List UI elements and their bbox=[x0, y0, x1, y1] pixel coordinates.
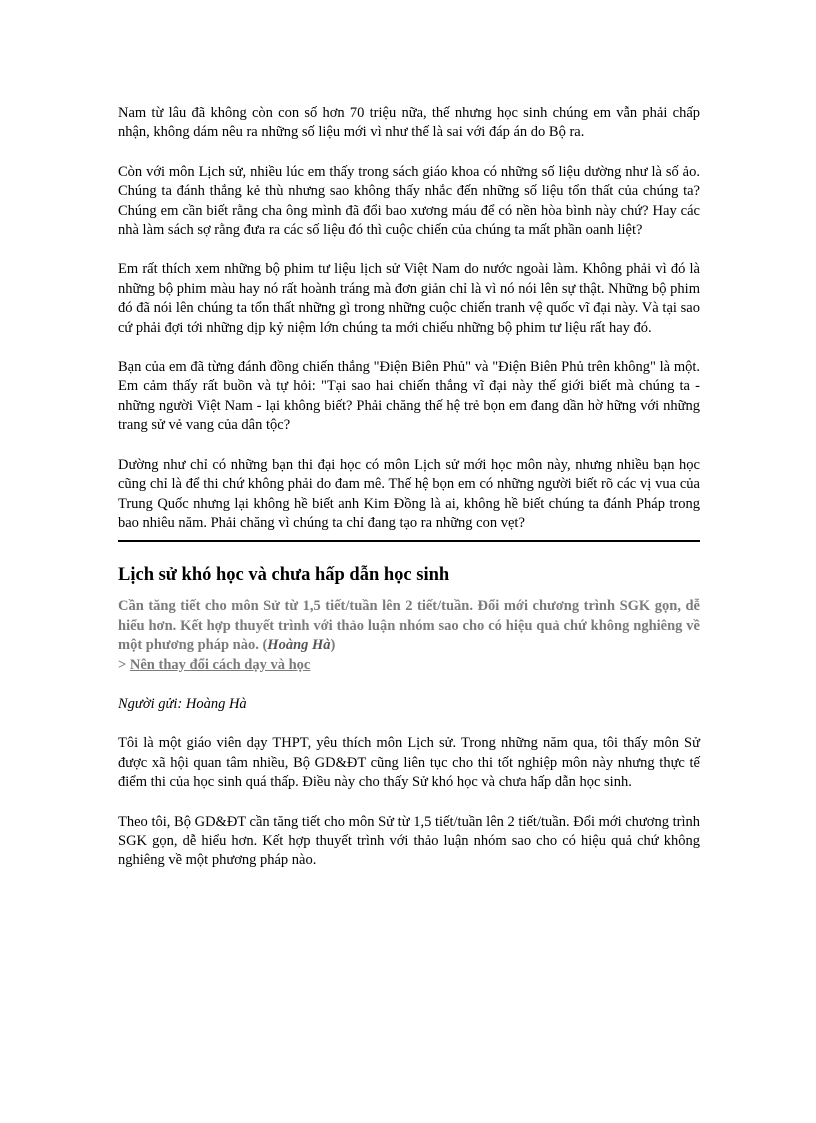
article-title: Lịch sử khó học và chưa hấp dẫn học sinh bbox=[118, 565, 450, 586]
lead-author: Hoàng Hà bbox=[267, 637, 331, 654]
link-prefix: > bbox=[118, 656, 130, 673]
article-body-1: Tôi là một giáo viên dạy THPT, yêu thích môn Lịch sử. Trong những năm qua, tôi thấy môn Sử được xã hội quan tâm nhiều, Bộ GD&ĐT cũng liên tục cho thi tốt nghiệp môn này nhưng thực tế điểm thi của học sinh quá thấp. Điều này cho thấy Sử khó học và chưa hấp dẫn học sinh. bbox=[118, 735, 700, 791]
paragraph-4: Bạn của em đã từng đánh đồng chiến thắng "Điện Biên Phủ" và "Điện Biên Phủ trên không" là một. Em cảm thấy rất buồn và tự hỏi: "Tại sao hai chiến thắng vĩ đại này thế giới biết mà chúng ta - những người Việt Nam - lại không biết? Phải chăng thế hệ trẻ bọn em đang dần hờ hững với những trang sử vẻ vang của dân tộc? bbox=[118, 359, 700, 434]
article-lead bbox=[118, 597, 700, 655]
lead-text: Cần tăng tiết cho môn Sử từ 1,5 tiết/tuần lên 2 tiết/tuần. Đổi mới chương trình SGK gọn, dễ hiểu hơn. Kết hợp thuyết trình với thảo luận nhóm sao cho có hiệu quả chứ không nghiêng về một phương pháp nào. ( bbox=[118, 598, 700, 654]
article-body-2: Theo tôi, Bộ GD&ĐT cần tăng tiết cho môn Sử từ 1,5 tiết/tuần lên 2 tiết/tuần. Đổi mới chương trình SGK gọn, dễ hiểu hơn. Kết hợp thuyết trình với thảo luận nhóm sao cho có hiệu quả chứ không nghiêng về một phương pháp nào. bbox=[118, 813, 700, 869]
related-link-line bbox=[118, 656, 700, 675]
sender-line: Người gửi: Hoàng Hà bbox=[118, 695, 247, 712]
lead-close: ) bbox=[330, 637, 336, 654]
related-article-link[interactable]: Nên thay đổi cách dạy và học bbox=[129, 656, 311, 673]
document-page bbox=[118, 104, 700, 871]
section-divider bbox=[118, 540, 700, 542]
paragraph-3: Em rất thích xem những bộ phim tư liệu lịch sử Việt Nam do nước ngoài làm. Không phải vì đó là những bộ phim màu hay nó rất hoành tráng mà đơn giản chỉ là vì nó nói lên sự thật. Những bộ phim đó đã nói lên chúng ta tổn thất những gì trong những cuộc chiến tranh vệ quốc vĩ đại này. Và tại sao cứ phải đợi tới những dịp kỷ niệm lớn chúng ta mới chiếu những bộ phim tư liệu rất hay đó. bbox=[118, 261, 700, 336]
paragraph-1: Nam từ lâu đã không còn con số hơn 70 triệu nữa, thế nhưng học sinh chúng em vẫn phải chấp nhận, không dám nêu ra những số liệu mới vì như thế là sai với đáp án do Bộ ra. bbox=[118, 105, 700, 141]
paragraph-2: Còn với môn Lịch sử, nhiều lúc em thấy trong sách giáo khoa có những số liệu dường như là số ảo. Chúng ta đánh thắng kẻ thù nhưng sao không thấy nhắc đến những số liệu tổn thất của chúng ta? Chúng em cần biết rằng cha ông mình đã đổi bao xương máu để có nền hòa bình này chứ? Hay các nhà làm sách sợ rằng đưa ra các số liệu đó thì cuộc chiến của chúng ta mất phần oanh liệt? bbox=[118, 163, 700, 239]
paragraph-5: Dường như chỉ có những bạn thi đại học có môn Lịch sử mới học môn này, nhưng nhiều bạn học cũng chỉ là để thi chứ không phải do đam mê. Thế hệ bọn em có những người biết rõ các vị vua của Trung Quốc nhưng lại không hề biết anh Kim Đồng là ai, không hề biết chúng ta đánh Pháp trong bao nhiêu năm. Phải chăng vì chúng ta chỉ đang tạo ra những con vẹt? bbox=[118, 456, 700, 531]
